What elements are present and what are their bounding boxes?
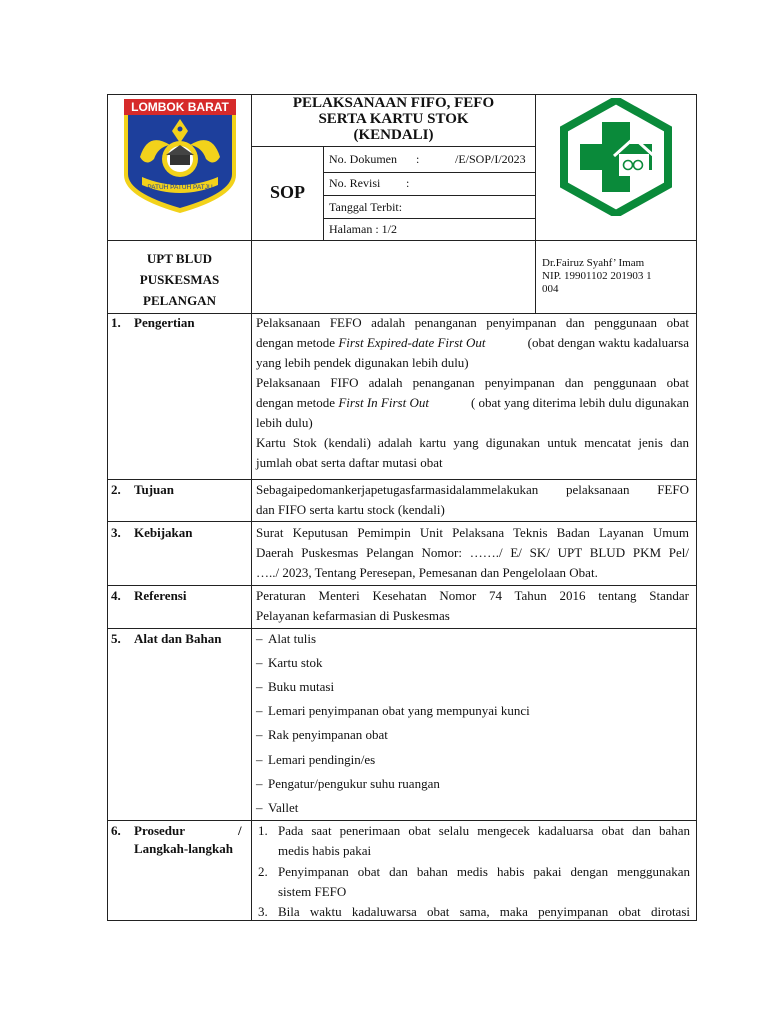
tujuan-l2: dan FIFO serta kartu stock (kendali) <box>256 502 445 517</box>
section-2-title: Tujuan <box>134 482 174 497</box>
section-1-title: Pengertian <box>134 315 195 330</box>
section-6-title-b: Langkah-langkah <box>134 841 233 856</box>
org-line-1: UPT BLUD <box>146 251 213 266</box>
section-4-body <box>256 586 689 626</box>
signatory-nip-1: NIP. 19901102 201903 1 <box>542 270 652 282</box>
org-name <box>108 248 251 311</box>
procedure-step <box>258 902 690 920</box>
pengertian-p1-l2 <box>256 333 689 353</box>
row-rule-4 <box>107 628 697 629</box>
section-5-title: Alat dan Bahan <box>134 631 222 646</box>
list-item <box>256 798 298 818</box>
emblem-banner-text: LOMBOK BARAT <box>131 100 229 114</box>
procedure-step-number: 1. <box>258 823 268 838</box>
list-item-text: Alat tulis <box>268 631 317 646</box>
kebijakan-l1: Surat Keputusan Pemimpin Unit Pelaksana Teknis Badan Layanan Umum <box>256 525 689 540</box>
sop-label: SOP <box>269 182 305 202</box>
section-2-body <box>256 480 689 520</box>
field-no-revisi-colon: : <box>406 176 410 190</box>
document-title <box>252 95 535 143</box>
list-item <box>256 774 440 794</box>
list-item <box>256 677 334 697</box>
pengertian-p3-l2: jumlah obat serta daftar mutasi obat <box>256 455 443 470</box>
pengertian-p2-l2-em: First In First Out <box>338 395 429 410</box>
tujuan-l1: Sebagaipedomankerjapetugasfarmasidalammelakukan pelaksanaan FEFO <box>256 482 689 497</box>
signatory <box>542 257 652 296</box>
signatory-name: Dr.Fairuz Syahf’ Imam <box>542 257 645 269</box>
pengertian-p2-l1: Pelaksanaan FIFO adalah penanganan penyimpanan dan penggunaan obat <box>256 375 689 390</box>
procedure-step-line-1: Pada saat penerimaan obat selalu mengecek kadaluarsa obat dan bahan <box>278 823 690 838</box>
list-item <box>256 653 323 673</box>
pengertian-p2-l2 <box>256 393 689 413</box>
table-border-left <box>107 94 108 921</box>
field-no-revisi-label: No. Revisi <box>329 176 381 190</box>
list-item <box>256 750 375 770</box>
list-item-text: Pengatur/pengukur suhu ruangan <box>268 776 440 791</box>
lombok-barat-emblem <box>118 97 242 215</box>
title-bottom-rule <box>251 146 536 147</box>
section-2-number: 2. <box>111 482 121 497</box>
list-item-text: Kartu stok <box>268 655 323 670</box>
section-4-title: Referensi <box>134 588 187 603</box>
pengertian-p2-l2-pre: dengan metode <box>256 395 339 410</box>
kebijakan-l2: Daerah Puskesmas Pelangan Nomor: ……./ E/ SK/ UPT BLUD PKM Pel/ <box>256 545 689 560</box>
list-dash: – <box>256 776 263 791</box>
section-6-title-slash: / <box>238 823 242 838</box>
pengertian-p2-l3: lebih dulu) <box>256 415 313 430</box>
list-item <box>256 701 530 721</box>
section-3-number: 3. <box>111 525 121 540</box>
pengertian-p1-l1: Pelaksanaan FEFO adalah penanganan penyimpanan dan penggunaan obat <box>256 315 689 330</box>
list-dash: – <box>256 727 263 742</box>
list-dash: – <box>256 752 263 767</box>
title-line-2: SERTA KARTU STOK <box>318 111 469 127</box>
column-divider-b <box>323 146 324 240</box>
referensi-l2: Pelayanan kefarmasian di Puskesmas <box>256 608 450 623</box>
table-border-bottom <box>107 920 697 921</box>
section-5-number: 5. <box>111 631 121 646</box>
procedure-step-number: 3. <box>258 904 268 919</box>
procedure-step <box>258 821 690 861</box>
section-3-body <box>256 523 689 583</box>
column-divider-a <box>251 94 252 921</box>
procedure-step-number: 2. <box>258 864 268 879</box>
pengertian-p2-l2-post: ( obat yang diterima lebih dulu digunakan <box>467 395 689 410</box>
org-line-3: PELANGAN <box>143 293 216 308</box>
field-no-dokumen <box>329 150 397 169</box>
list-item-text: Lemari pendingin/es <box>268 752 376 767</box>
field-no-dokumen-colon: : <box>416 152 420 166</box>
puskesmas-logo <box>556 98 676 216</box>
list-item <box>256 725 388 745</box>
header-bottom-rule <box>107 240 697 241</box>
procedure-step-line-1: Bila waktu kadaluwarsa obat sama, maka penyimpanan obat dirotasi <box>278 904 690 919</box>
section-6-title-a: Prosedur <box>134 823 186 838</box>
procedure-step-line-2: sistem FEFO <box>278 884 347 899</box>
field-rule-1 <box>323 172 536 173</box>
procedure-step <box>258 862 690 902</box>
pengertian-p1-l2-em: First Expired-date First Out <box>338 335 486 350</box>
pengertian-p1-l2-pre: dengan metode <box>256 335 339 350</box>
field-rule-2 <box>323 195 536 196</box>
pengertian-p1-l2-post: (obat dengan waktu kadaluarsa <box>524 335 689 350</box>
list-item <box>256 629 316 649</box>
list-item-text: Rak penyimpanan obat <box>268 727 388 742</box>
list-item-text: Lemari penyimpanan obat yang mempunyai kunci <box>268 703 530 718</box>
list-dash: – <box>256 631 263 646</box>
section-1-body <box>256 313 689 473</box>
procedure-step-line-1: Penyimpanan obat dan bahan medis habis pakai dengan menggunakan <box>278 864 690 879</box>
list-item-text: Buku mutasi <box>268 679 335 694</box>
section-4-number: 4. <box>111 588 121 603</box>
field-tanggal-terbit: Tanggal Terbit: <box>329 200 403 214</box>
pengertian-p1-l3: yang lebih pendek digunakan lebih dulu) <box>256 355 469 370</box>
section-1-number: 1. <box>111 315 121 330</box>
section-6-number: 6. <box>111 823 121 838</box>
referensi-l1: Peraturan Menteri Kesehatan Nomor 74 Tahun 2016 tentang Standar <box>256 588 689 603</box>
list-dash: – <box>256 703 263 718</box>
pengertian-p3-l1: Kartu Stok (kendali) adalah kartu yang digunakan untuk mencatat jenis dan <box>256 435 689 450</box>
field-rule-3 <box>323 218 536 219</box>
list-dash: – <box>256 800 263 815</box>
title-line-1: PELAKSANAAN FIFO, FEFO <box>292 95 495 111</box>
kebijakan-l3: …../ 2023, Tentang Peresepan, Pemesanan dan Pengelolaan Obat. <box>256 565 598 580</box>
list-dash: – <box>256 679 263 694</box>
emblem-ribbon-text: PATUH PATUH PATJU <box>147 184 213 191</box>
title-line-3: (KENDALI) <box>353 127 434 143</box>
row-rule-2 <box>107 521 697 522</box>
org-line-2: PUSKESMAS <box>139 272 220 287</box>
table-border-right <box>696 94 697 921</box>
field-no-dokumen-label: No. Dokumen <box>329 152 397 166</box>
list-dash: – <box>256 655 263 670</box>
field-halaman: Halaman : 1/2 <box>329 222 397 236</box>
column-divider-c <box>535 94 536 313</box>
section-3-title: Kebijakan <box>134 525 193 540</box>
field-no-dokumen-value: /E/SOP/I/2023 <box>455 152 526 166</box>
procedure-step-line-2: medis habis pakai <box>278 843 372 858</box>
signatory-nip-2: 004 <box>542 283 559 295</box>
list-item-text: Vallet <box>268 800 299 815</box>
